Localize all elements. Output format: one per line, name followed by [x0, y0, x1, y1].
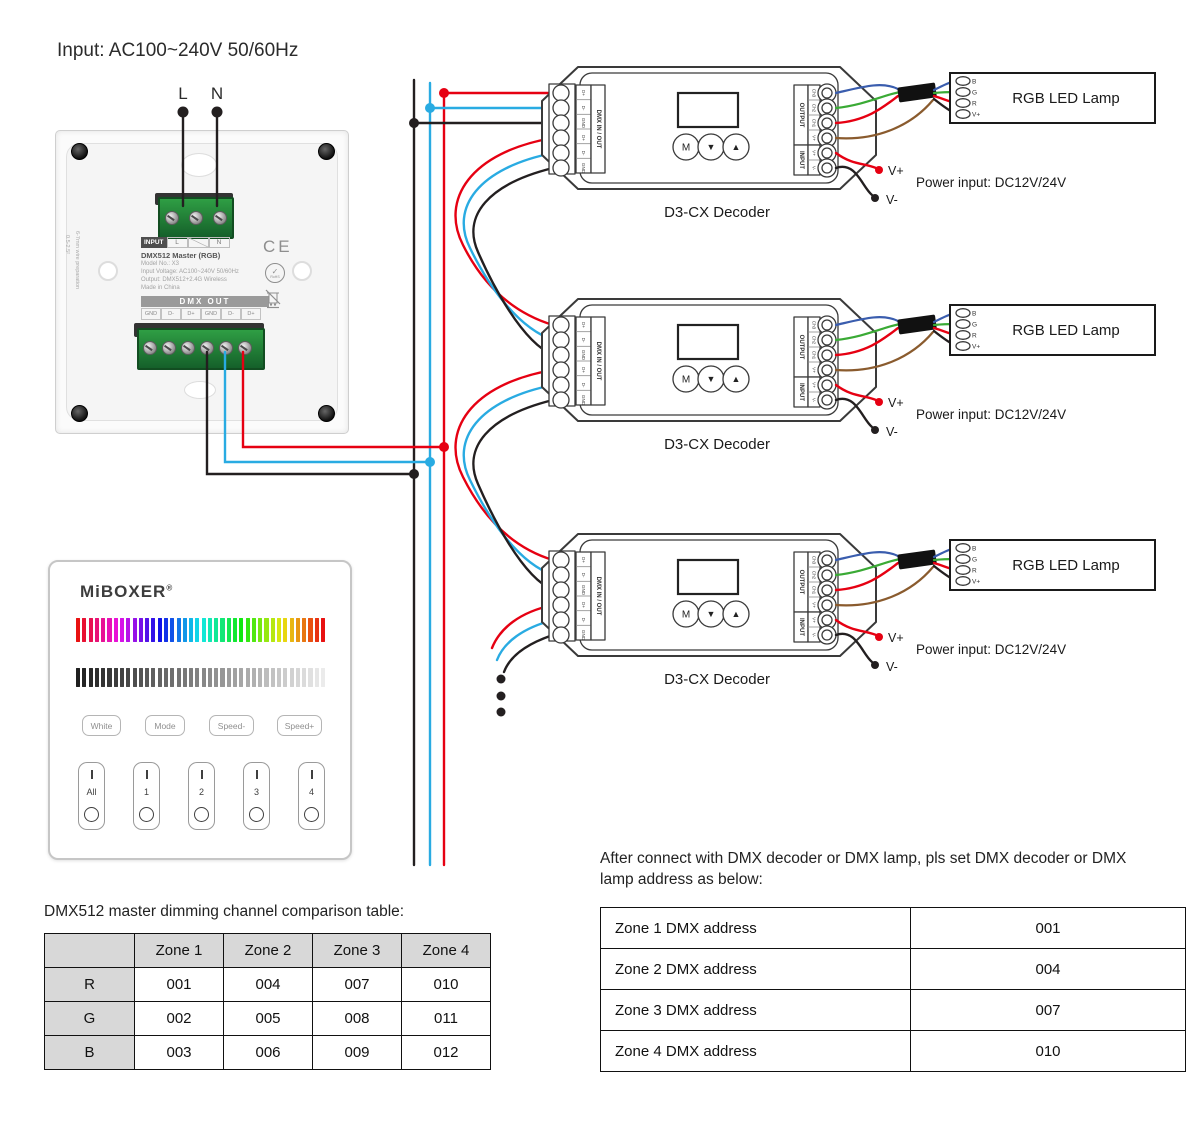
- up-button[interactable]: ▲: [731, 374, 741, 384]
- power-input-label: Power input: DC12V/24V: [916, 175, 1067, 190]
- down-button[interactable]: ▼: [706, 609, 716, 619]
- comparison-row-label: B: [45, 1036, 135, 1070]
- address-row-value: 007: [911, 990, 1186, 1031]
- terminal-label: D-: [581, 337, 586, 343]
- terminal-label: D+: [581, 556, 586, 564]
- down-button[interactable]: ▼: [706, 142, 716, 152]
- decoder-display: [678, 560, 738, 594]
- input-label: INPUT: [798, 151, 804, 169]
- lamp-terminal-label: R: [972, 100, 977, 108]
- comparison-header-cell: Zone 1: [135, 934, 224, 968]
- input-label: INPUT: [798, 383, 804, 401]
- decoder-right-terminals: [794, 551, 836, 644]
- lamp-terminal-label: G: [972, 556, 978, 564]
- mode-button[interactable]: M: [681, 609, 691, 621]
- wire-prep-note: 6-7mm wire preparation: [74, 231, 80, 290]
- vminus-label: V-: [886, 660, 898, 674]
- lamp-terminal-label: B: [972, 545, 977, 553]
- lamp-title: RGB LED Lamp: [1012, 322, 1120, 339]
- wire-connector: [897, 549, 937, 569]
- line-l-label: L: [178, 84, 188, 103]
- address-row-label: Zone 4 DMX address: [601, 1031, 911, 1072]
- lamp-title: RGB LED Lamp: [1012, 557, 1120, 574]
- terminal-label: GND: [581, 117, 586, 129]
- comparison-value-cell: 003: [135, 1036, 224, 1070]
- zone-label: 4: [308, 787, 314, 797]
- decoder-display: [678, 325, 738, 359]
- lamp-terminal-label: V+: [972, 111, 981, 119]
- decoder-display: [678, 93, 738, 127]
- terminal-label: GND: [581, 349, 586, 361]
- zone-label: All: [86, 787, 97, 797]
- terminal-label: Ch1: [811, 350, 817, 360]
- terminal-label: D+: [581, 134, 586, 142]
- input-chip: INPUT: [141, 237, 167, 248]
- terminal-label: V+: [811, 617, 817, 623]
- terminal-label: Ch3: [811, 88, 817, 98]
- vplus-label: V+: [888, 631, 904, 645]
- touch-button-speed-[interactable]: Speed-: [209, 715, 254, 736]
- made-line: Made in China: [141, 285, 180, 292]
- lamp-terminal-label: V+: [972, 343, 981, 351]
- address-note: After connect with DMX decoder or DMX lamp, pls set DMX decoder or DMX lamp address as below:: [600, 850, 1127, 889]
- terminal-label: D-: [581, 150, 586, 156]
- dmx-out-bar: DMX OUT: [141, 296, 269, 307]
- decoder-buttons[interactable]: [673, 366, 749, 392]
- zone-label: 2: [198, 787, 204, 797]
- touch-button-speed+[interactable]: Speed+: [277, 715, 322, 736]
- lamp-terminal-label: G: [972, 89, 978, 97]
- wire-connector: [897, 314, 937, 334]
- input-label: INPUT: [798, 618, 804, 636]
- lamp-title: RGB LED Lamp: [1012, 90, 1120, 107]
- line-n-label: N: [210, 84, 224, 103]
- decoder-right-terminals: [794, 84, 836, 177]
- comparison-value-cell: 001: [135, 968, 224, 1002]
- address-row-value: 004: [911, 949, 1186, 990]
- terminal-label: D-: [581, 572, 586, 578]
- wire-connector: [897, 82, 937, 102]
- panel-terminal-label: D+: [181, 308, 201, 320]
- comparison-value-cell: 009: [313, 1036, 402, 1070]
- terminal-label: GND: [581, 584, 586, 596]
- model-line: Model No.: X3: [141, 261, 180, 267]
- lamp-terminal-label: B: [972, 310, 977, 318]
- terminal-label: Ch2: [811, 103, 817, 113]
- terminal-label: GND: [581, 394, 586, 406]
- dmx-io-label: DMX IN / OUT: [595, 341, 601, 381]
- dmx-io-label: DMX IN / OUT: [595, 109, 601, 149]
- terminal-label: D-: [581, 617, 586, 623]
- dmx-io-label: DMX IN / OUT: [595, 576, 601, 616]
- up-button[interactable]: ▲: [731, 609, 741, 619]
- terminal-label: Ch2: [811, 570, 817, 580]
- touch-button-white[interactable]: White: [82, 715, 121, 736]
- comparison-row-label: R: [45, 968, 135, 1002]
- comparison-value-cell: 005: [224, 1002, 313, 1036]
- terminal-label: GND: [581, 162, 586, 174]
- touch-button-mode[interactable]: Mode: [145, 715, 185, 736]
- decoder-buttons[interactable]: [673, 134, 749, 160]
- terminal-label: Ch3: [811, 320, 817, 330]
- lamp-terminal-label: B: [972, 78, 977, 86]
- comparison-value-cell: 002: [135, 1002, 224, 1036]
- mode-button[interactable]: M: [681, 374, 691, 386]
- output-label: OUTPUT: [798, 102, 804, 128]
- dmx-decoder-unit: [0, 297, 1200, 472]
- lamp-terminal-label: G: [972, 321, 978, 329]
- terminal-label: V+: [811, 602, 817, 608]
- terminal-label: V-: [811, 632, 817, 638]
- ce-mark: CE: [263, 237, 293, 256]
- terminal-label: D-: [581, 105, 586, 111]
- decoder-name: D3-CX Decoder: [664, 671, 770, 688]
- decoder-right-terminals: [794, 316, 836, 409]
- vplus-label: V+: [888, 164, 904, 178]
- vminus-label: V-: [886, 425, 898, 439]
- decoder-name: D3-CX Decoder: [664, 204, 770, 221]
- continuation-dot: [497, 708, 506, 717]
- terminal-label: Ch3: [811, 555, 817, 565]
- comparison-value-cell: 012: [402, 1036, 491, 1070]
- lamp-terminal-label: R: [972, 332, 977, 340]
- panel-terminal-label: D-: [161, 308, 181, 320]
- address-row-label: Zone 1 DMX address: [601, 908, 911, 949]
- decoder-buttons[interactable]: [673, 601, 749, 627]
- lamp-terminal-label: R: [972, 567, 977, 575]
- comparison-value-cell: 010: [402, 968, 491, 1002]
- lamp-terminal-label: V+: [972, 578, 981, 586]
- terminal-label: V+: [811, 150, 817, 156]
- comparison-value-cell: 008: [313, 1002, 402, 1036]
- power-input-label: Power input: DC12V/24V: [916, 407, 1067, 422]
- terminal-label: V+: [811, 135, 817, 141]
- address-row-label: Zone 2 DMX address: [601, 949, 911, 990]
- comparison-value-cell: 004: [224, 968, 313, 1002]
- terminal-label: D+: [581, 601, 586, 609]
- address-row-value: 010: [911, 1031, 1186, 1072]
- terminal-label: V-: [811, 165, 817, 171]
- n-cell: N: [209, 237, 230, 248]
- decoder-name: D3-CX Decoder: [664, 436, 770, 453]
- output-label: OUTPUT: [798, 334, 804, 360]
- vminus-label: V-: [886, 193, 898, 207]
- panel-terminal-label: D+: [241, 308, 261, 320]
- terminal-label: Ch1: [811, 585, 817, 595]
- rgb-led-lamp: [950, 540, 1155, 590]
- l-cell: L: [167, 237, 188, 248]
- rgb-led-lamp: [950, 73, 1155, 123]
- terminal-label: D+: [581, 89, 586, 97]
- wire-gauge-note: 0.5-2.5²: [64, 235, 70, 254]
- terminal-label: D+: [581, 366, 586, 374]
- comparison-value-cell: 011: [402, 1002, 491, 1036]
- panel-terminal-label: D-: [221, 308, 241, 320]
- terminal-label: V-: [811, 397, 817, 403]
- comparison-header-cell: Zone 4: [402, 934, 491, 968]
- zone-label: 1: [143, 787, 149, 797]
- address-row-label: Zone 3 DMX address: [601, 990, 911, 1031]
- terminal-label: Ch2: [811, 335, 817, 345]
- up-button[interactable]: ▲: [731, 142, 741, 152]
- terminal-label: V+: [811, 382, 817, 388]
- vplus-label: V+: [888, 396, 904, 410]
- terminal-label: Ch1: [811, 118, 817, 128]
- comparison-row-label: G: [45, 1002, 135, 1036]
- terminal-label: D-: [581, 382, 586, 388]
- product-name: DMX512 Master (RGB): [141, 251, 221, 260]
- address-row-value: 001: [911, 908, 1186, 949]
- terminal-label: GND: [581, 629, 586, 641]
- power-input-label: Power input: DC12V/24V: [916, 642, 1067, 657]
- output-label: OUTPUT: [798, 569, 804, 595]
- zone-label: 3: [253, 787, 259, 797]
- output-line: Output: DMX512+2.4G Wireless: [141, 277, 227, 284]
- comparison-table-title: DMX512 master dimming channel comparison table:: [44, 903, 405, 920]
- brand-logo: MiBOXER®: [80, 582, 174, 601]
- panel-terminal-label: GND: [141, 308, 161, 320]
- dmx-decoder-unit: [0, 532, 1200, 707]
- down-button[interactable]: ▼: [706, 374, 716, 384]
- panel-terminal-label: GND: [201, 308, 221, 320]
- rohs-icon: ✓ RoHS: [265, 263, 285, 283]
- comparison-header-cell: Zone 2: [224, 934, 313, 968]
- terminal-label: D+: [581, 321, 586, 329]
- page-title: Input: AC100~240V 50/60Hz: [57, 40, 299, 61]
- voltage-line: Input Voltage: AC100~240V 50/60Hz: [141, 269, 239, 276]
- comparison-value-cell: 006: [224, 1036, 313, 1070]
- terminal-label: V+: [811, 367, 817, 373]
- mode-button[interactable]: M: [681, 142, 691, 154]
- rgb-led-lamp: [950, 305, 1155, 355]
- comparison-value-cell: 007: [313, 968, 402, 1002]
- comparison-header-cell: Zone 3: [313, 934, 402, 968]
- dmx-decoder-unit: [0, 65, 1200, 240]
